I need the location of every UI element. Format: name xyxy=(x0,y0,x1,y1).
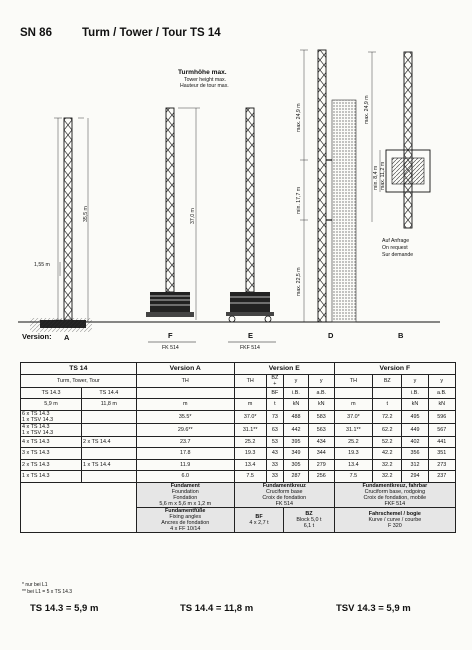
cell-fya: 351 xyxy=(428,448,455,460)
cell-ebz: 63 xyxy=(266,423,284,436)
bz-cell: BZ Block 5,0 t 6,1 t xyxy=(284,507,334,532)
dim-max-22-5: max. 22,5 m xyxy=(296,267,302,296)
th-version-f: Version F xyxy=(334,363,455,375)
cell-eya: 256 xyxy=(308,471,334,483)
dim-max-24-9-d: max. 24,9 m xyxy=(296,103,302,132)
footer-ts143: TS 14.3 = 5,9 m xyxy=(30,603,99,614)
tower-version-d xyxy=(300,50,356,322)
cell-fyi: 294 xyxy=(402,471,428,483)
ib-f: i.B. xyxy=(402,387,428,399)
th-version-e: Version E xyxy=(234,363,334,375)
ts14-subtitle: Turm, Tower, Tour xyxy=(21,374,137,387)
ballast-e xyxy=(230,292,270,312)
col-th-a: TH xyxy=(136,374,234,387)
fkf-514-label: FKF 514 xyxy=(240,345,260,351)
col-y-e2: y xyxy=(308,374,334,387)
cell-a: 29.6** xyxy=(136,423,234,436)
max-height-en: Tower height max. xyxy=(184,77,227,83)
row-config-ts143: 4 x TS 14.3 1 x TSV 14.3 xyxy=(21,423,82,436)
sheet-title: Turm / Tower / Tour TS 14 xyxy=(82,27,221,39)
ballast-f xyxy=(150,292,190,312)
cell-fbz: 72.2 xyxy=(373,410,402,423)
col-th-f: TH xyxy=(334,374,372,387)
table-row xyxy=(21,436,456,448)
ts143-label: TS 14.3 xyxy=(21,387,82,399)
cell-eya: 434 xyxy=(308,436,334,448)
footer-ts144: TS 14.4 = 11,8 m xyxy=(180,603,254,614)
on-request-de: Auf Anfrage xyxy=(382,238,410,244)
cell-ebz: 33 xyxy=(266,459,284,471)
unit-m-f: m xyxy=(334,399,372,411)
dim-min-8-4: min. 8,4 m xyxy=(373,165,379,190)
cell-eyi: 305 xyxy=(284,459,309,471)
cell-fya: 273 xyxy=(428,459,455,471)
dim-37-0: 37,0 m xyxy=(190,208,196,224)
row-config-ts143: 6 x TS 14.3 1 x TSV 14.3 xyxy=(21,410,82,423)
row-config-ts143: 2 x TS 14.3 xyxy=(21,459,82,471)
cell-eth: 37.0* xyxy=(234,410,266,423)
len-ts144: 11,8 m xyxy=(82,399,137,411)
foundation-f-cell: Fundamentkreuz, fahrbar Cruciform base, rodgoing Croix de fondation, mobile FKF 514 xyxy=(334,482,455,507)
cell-fth: 37.0* xyxy=(334,410,372,423)
cell-fth: 13.4 xyxy=(334,459,372,471)
cell-fth: 7.5 xyxy=(334,471,372,483)
cell-fya: 441 xyxy=(428,436,455,448)
max-height-title: Turmhöhe max. xyxy=(178,69,227,76)
footnote-2: ** bei L1 = 5 x TS 14.3 xyxy=(22,589,73,595)
cell-eya: 279 xyxy=(308,459,334,471)
fixing-angles-cell: Fundamentfüße Fixing angles Ancres de fondation 4 x FF 10/14 xyxy=(136,507,234,532)
sheet-code: SN 86 xyxy=(20,27,52,39)
footnote-1: * nur bei L1 xyxy=(22,582,48,588)
cell-fbz: 62.2 xyxy=(373,423,402,436)
max-height-fr: Hauteur de tour max. xyxy=(180,83,229,89)
cell-fbz: 32.2 xyxy=(373,471,402,483)
cell-fyi: 495 xyxy=(402,410,428,423)
unit-kn-e1: kN xyxy=(284,399,309,411)
unit-t-f: t xyxy=(373,399,402,411)
unit-m-e: m xyxy=(234,399,266,411)
col-y-f1: y xyxy=(402,374,428,387)
cell-fbz: 32.2 xyxy=(373,459,402,471)
table-row xyxy=(21,423,456,436)
cell-ebz: 53 xyxy=(266,436,284,448)
cell-eyi: 287 xyxy=(284,471,309,483)
bf-label-e: BF xyxy=(266,387,284,399)
cell-eth: 25.2 xyxy=(234,436,266,448)
cell-c2 xyxy=(82,410,137,423)
cell-ebz: 33 xyxy=(266,471,284,483)
row-config-ts143: 3 x TS 14.3 xyxy=(21,448,82,460)
bogie-cell: Fahrschemel / bogie Kurve / curve / courbe F 320 xyxy=(334,507,455,532)
footer-tsv143: TSV 14.3 = 5,9 m xyxy=(336,603,411,614)
version-label: Version: xyxy=(22,332,52,341)
unit-kn-f1: kN xyxy=(402,399,428,411)
cell-fth: 25.2 xyxy=(334,436,372,448)
tower-version-b xyxy=(368,52,430,228)
version-d-label: D xyxy=(328,331,334,340)
cell-fya: 567 xyxy=(428,423,455,436)
cell-a: 23.7 xyxy=(136,436,234,448)
cell-c2: 1 x TS 14.4 xyxy=(82,459,137,471)
unit-m-a: m xyxy=(136,399,234,411)
cell-a: 35.5* xyxy=(136,410,234,423)
version-f-label: F xyxy=(168,331,173,340)
dim-max-24-9-b: max. 24,9 m xyxy=(364,95,370,124)
cell-fth: 19.3 xyxy=(334,448,372,460)
unit-kn-e2: kN xyxy=(308,399,334,411)
cell-a: 11.9 xyxy=(136,459,234,471)
cell-ebz: 73 xyxy=(266,410,284,423)
cell-fbz: 42.2 xyxy=(373,448,402,460)
row-config-ts143: 4 x TS 14.3 xyxy=(21,436,82,448)
cell-fya: 596 xyxy=(428,410,455,423)
table-row xyxy=(21,471,456,483)
ib-e: i.B. xyxy=(284,387,309,399)
cell-fyi: 402 xyxy=(402,436,428,448)
cell-fbz: 52.2 xyxy=(373,436,402,448)
th-ts14: TS 14 xyxy=(21,363,137,375)
col-y-e1: y xyxy=(284,374,309,387)
unit-kn-f2: kN xyxy=(428,399,455,411)
cell-fth: 31.1** xyxy=(334,423,372,436)
cell-eyi: 395 xyxy=(284,436,309,448)
th-version-a: Version A xyxy=(136,363,234,375)
cell-eth: 13.4 xyxy=(234,459,266,471)
cell-fyi: 356 xyxy=(402,448,428,460)
ts144-label: TS 14.4 xyxy=(82,387,137,399)
tower-version-e xyxy=(226,108,276,342)
dim-max-11-2: max. 11,2 m xyxy=(380,161,386,190)
version-a-label: A xyxy=(64,333,70,342)
cell-ebz: 43 xyxy=(266,448,284,460)
version-b-label: B xyxy=(398,331,404,340)
cell-eyi: 349 xyxy=(284,448,309,460)
unit-t-e: t xyxy=(266,399,284,411)
dim-35-5: 35,5 m xyxy=(83,206,89,222)
col-y-f2: y xyxy=(428,374,455,387)
cell-fyi: 449 xyxy=(402,423,428,436)
foundation-a-cell: Fundament Foundation Fondation 5,6 m x 5,6 m x 1,2 m xyxy=(136,482,234,507)
on-request-fr: Sur demande xyxy=(382,252,414,258)
cell-eya: 344 xyxy=(308,448,334,460)
table-row xyxy=(21,410,456,423)
table-row xyxy=(21,448,456,460)
cell-a: 6.0 xyxy=(136,471,234,483)
cell-eya: 583 xyxy=(308,410,334,423)
cell-eya: 563 xyxy=(308,423,334,436)
ab-e: a.B. xyxy=(308,387,334,399)
cell-fya: 237 xyxy=(428,471,455,483)
cell-a: 17.8 xyxy=(136,448,234,460)
foundation-e-cell: Fundamentkreuz Cruciform base Croix de fondation FK 514 xyxy=(234,482,334,507)
col-th-e: TH xyxy=(234,374,266,387)
cell-c2: 2 x TS 14.4 xyxy=(82,436,137,448)
bf-cell: BF 4 x 2,7 t xyxy=(234,507,283,532)
building-wall-d xyxy=(332,100,356,322)
cell-c2 xyxy=(82,448,137,460)
cell-fyi: 312 xyxy=(402,459,428,471)
tower-version-f xyxy=(146,108,200,342)
ab-f: a.B. xyxy=(428,387,455,399)
table-row xyxy=(21,459,456,471)
cell-eyi: 442 xyxy=(284,423,309,436)
cell-eyi: 488 xyxy=(284,410,309,423)
version-e-label: E xyxy=(248,331,254,340)
dim-min-17-7: min. 17,7 m xyxy=(296,186,302,214)
len-ts143: 5,9 m xyxy=(21,399,82,411)
cell-c2 xyxy=(82,471,137,483)
col-bz-f: BZ xyxy=(373,374,402,387)
cell-eth: 7.5 xyxy=(234,471,266,483)
row-config-ts143: 1 x TS 14.3 xyxy=(21,471,82,483)
spec-table xyxy=(20,362,456,533)
dim-1-55: 1,55 m xyxy=(34,262,50,268)
tower-version-a xyxy=(30,118,92,332)
fk-514-label: FK 514 xyxy=(162,345,179,351)
cell-eth: 31.1** xyxy=(234,423,266,436)
col-bz-e: BZ + xyxy=(266,374,284,387)
cell-eth: 19.3 xyxy=(234,448,266,460)
on-request-en: On request xyxy=(382,245,408,251)
cell-c2 xyxy=(82,423,137,436)
